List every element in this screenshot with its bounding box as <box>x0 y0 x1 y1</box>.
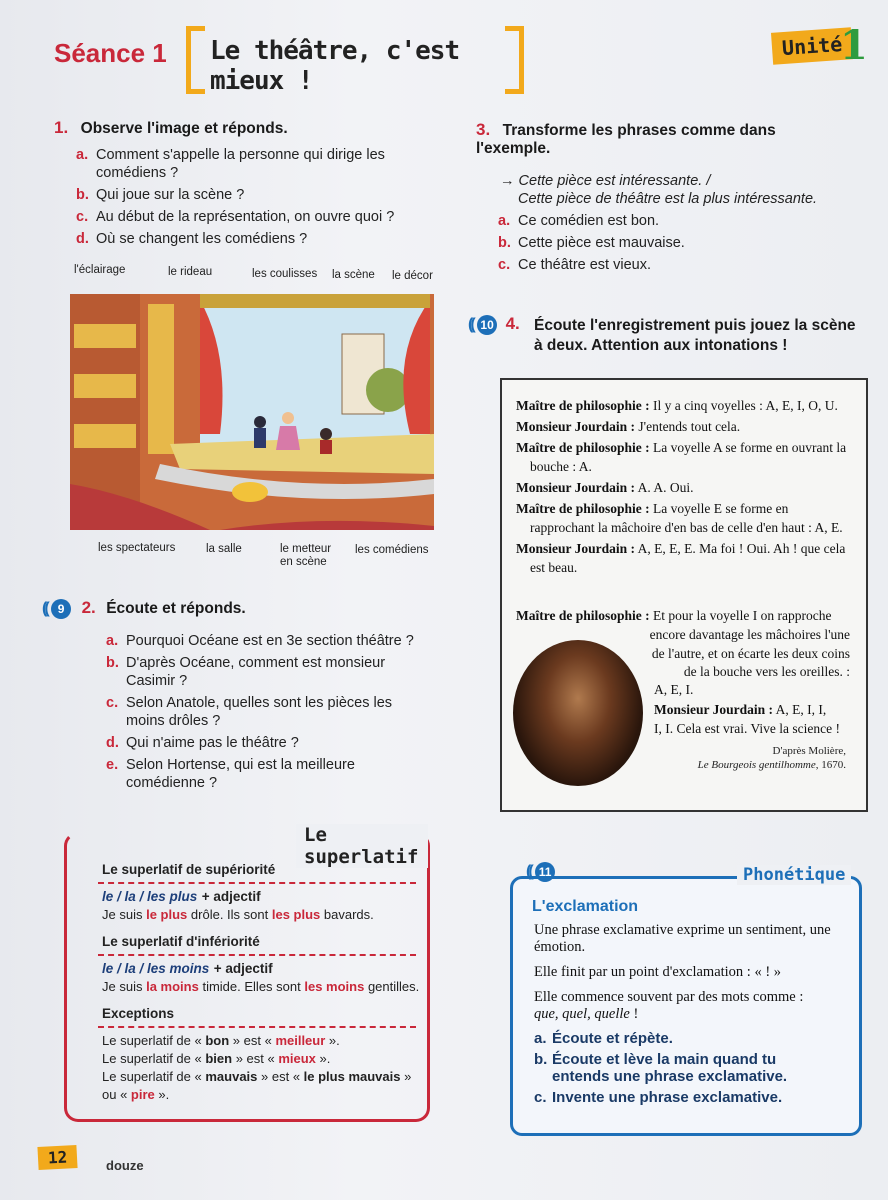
exercise-3: 3. Transforme les phrases comme dans l'exemple. <box>476 120 776 157</box>
audio-waves-icon: (( <box>526 863 531 880</box>
dialogue-line-last: Maître de philosophie : Et pour la voyelle I on rapproche <box>516 608 832 623</box>
transform-item: a. Ce comédien est bon. <box>498 213 660 229</box>
divider <box>98 954 416 956</box>
exception-line: ou « pire ». <box>102 1087 170 1102</box>
question-item: b. Qui joue sur la scène ? <box>76 187 245 203</box>
left-bracket <box>186 26 205 94</box>
label-spectateurs: les spectateurs <box>98 542 176 554</box>
exercise-3-items <box>498 212 838 274</box>
audio-track-badge[interactable]: 10 <box>477 315 497 335</box>
phonetique-audio <box>526 862 555 882</box>
inferiorite-heading: Le superlatif d'infériorité <box>102 934 260 949</box>
question-item: e. Selon Hortense, qui est la meilleure comédienne ? <box>106 757 355 791</box>
question-item: c. Selon Anatole, quelles sont les pièces les moins drôles ? <box>106 695 393 729</box>
dialogue-line-last: A, E, I. <box>654 682 694 697</box>
theatre-illustration <box>70 294 434 530</box>
decor-tree <box>366 368 410 412</box>
exceptions-list <box>102 1032 422 1104</box>
dialogue-line-last: encore davantage les mâchoires l'une <box>649 627 850 642</box>
moliere-portrait <box>513 640 643 786</box>
dialogue-line-last: de l'autre, et on écarte les deux coins <box>651 646 850 661</box>
question-item: a. Comment s'appelle la personne qui dirige les comédiens ? <box>76 147 385 181</box>
label-en-scene: en scène <box>280 556 327 568</box>
exercise-4-title: Écoute l'enregistrement puis jouez la scène à deux. Attention aux intonations ! <box>534 317 856 354</box>
audio-waves-icon: (( <box>468 316 473 333</box>
exercise-1-title: Observe l'image et réponds. <box>80 120 288 137</box>
director <box>232 482 268 502</box>
question-item: b. D'après Océane, comment est monsieur Casimir ? <box>106 655 386 689</box>
balcony <box>74 374 136 398</box>
label-comediens: les comédiens <box>355 544 429 556</box>
exercise-3-example: → Cette pièce est intéressante. / Cette pièce de théâtre est la plus intéressante. <box>500 173 818 207</box>
actor <box>320 428 332 440</box>
dialogue-line: Monsieur Jourdain : A. A. Oui. <box>516 480 694 495</box>
phonetique-label: Phonétique <box>737 865 851 885</box>
phonetique-items <box>534 1030 834 1106</box>
exercise-1 <box>54 118 454 138</box>
label-coulisses: les coulisses <box>252 268 318 280</box>
question-item: c. Au début de la représentation, on ouvre quoi ? <box>76 209 395 225</box>
exception-line: Le superlatif de « bien » est « mieux ». <box>102 1051 331 1066</box>
actor <box>254 428 266 448</box>
exceptions-heading: Exceptions <box>102 1006 175 1021</box>
phonetique-text: Une phrase exclamative exprime un sentiment, une émotion. Elle finit par un point d'exclamation : « ! » Elle commence souvent par des mots comme : que, quel, quelle ! <box>534 922 831 1022</box>
label-scene: la scène <box>332 269 375 281</box>
phonetique-title: L'exclamation <box>532 898 639 915</box>
exception-line: Le superlatif de « bon » est « meilleur ». <box>102 1033 340 1048</box>
page-number: 12 <box>37 1145 77 1170</box>
lesson-title-box <box>186 26 524 96</box>
label-decor: le décor <box>392 270 433 282</box>
actor <box>254 416 266 428</box>
transform-item: c. Ce théâtre est vieux. <box>498 257 651 273</box>
source-citation: D'après Molière, Le Bourgeois gentilhomme, 1670. <box>697 745 846 771</box>
balcony <box>74 324 136 348</box>
dialogue-line: Monsieur Jourdain : A, E, E, E. Ma foi ! Oui. Ah ! que cela est beau. <box>516 541 846 575</box>
seance-label: Séance 1 <box>54 38 167 68</box>
unit-badge: Unité <box>771 27 853 65</box>
dialogue-line: Monsieur Jourdain : J'entends tout cela. <box>516 419 741 434</box>
exception-line: Le superlatif de « mauvais » est « le plus mauvais » <box>102 1069 412 1084</box>
exercise-4: (( 10 4. <box>468 314 520 333</box>
page-word: douze <box>106 1158 144 1173</box>
label-rideau: le rideau <box>168 266 213 278</box>
inferiorite-formula: le / la / les moins + adjectif <box>102 961 273 976</box>
unit-number: 1 <box>840 22 868 69</box>
proscenium <box>200 294 430 308</box>
dialogue-line: Maître de philosophie : La voyelle E se forme en rapprochant la mâchoire d'en bas de celle d'en haut : A, E. <box>516 501 843 535</box>
exercise-2: (( 9 2. Écoute et réponds. <box>42 598 246 617</box>
question-item: d. Qui n'aime pas le théâtre ? <box>106 735 299 751</box>
audio-waves-icon: (( <box>42 600 47 617</box>
actor <box>320 440 332 454</box>
dialogue-text <box>516 396 852 579</box>
superiorite-example: Je suis le plus drôle. Ils sont les plus bavards. <box>102 907 374 922</box>
superiorite-heading: Le superlatif de supériorité <box>102 862 276 877</box>
phonetique-item: c. Invente une phrase exclamative. <box>534 1089 783 1106</box>
superiorite-formula: le / la / les plus + adjectif <box>102 889 261 904</box>
dialogue-line-final: Monsieur Jourdain : A, E, I, I, I, I. Cela est vrai. Vive la science ! <box>654 702 840 736</box>
exercise-1-questions <box>76 146 436 248</box>
phonetique-item: a. Écoute et répète. <box>534 1030 673 1047</box>
pillar <box>148 304 174 454</box>
divider <box>98 882 416 884</box>
phonetique-item: b. Écoute et lève la main quand tu entends une phrase exclamative. <box>534 1051 788 1085</box>
dialogue-line: Maître de philosophie : La voyelle A se forme en ouvrant la bouche : A. <box>516 440 847 474</box>
audio-track-badge[interactable]: 9 <box>51 599 71 619</box>
transform-item: b. Cette pièce est mauvaise. <box>498 235 685 251</box>
balcony <box>74 424 136 448</box>
superlatif-title: Le superlatif <box>296 824 428 868</box>
actor <box>282 412 294 424</box>
lesson-title: Le théâtre, c'est mieux ! <box>210 36 460 96</box>
divider <box>98 1026 416 1028</box>
dialogue-line-last: de la bouche vers les oreilles. : <box>683 664 850 679</box>
label-metteur: le metteur <box>280 543 332 555</box>
exercise-2-questions <box>106 632 436 792</box>
label-salle: la salle <box>206 543 242 555</box>
audio-track-badge[interactable]: 11 <box>535 862 555 882</box>
question-item: d. Où se changent les comédiens ? <box>76 231 308 247</box>
exercise-1-number: 1. <box>54 118 69 137</box>
label-eclairage: l'éclairage <box>74 264 126 276</box>
actor <box>276 426 300 450</box>
question-item: a. Pourquoi Océane est en 3e section théâtre ? <box>106 633 414 649</box>
inferiorite-example: Je suis la moins timide. Elles sont les moins gentilles. <box>102 979 420 994</box>
dialogue-line: Maître de philosophie : Il y a cinq voyelles : A, E, I, O, U. <box>516 398 838 413</box>
superlatif-box <box>64 824 428 1120</box>
